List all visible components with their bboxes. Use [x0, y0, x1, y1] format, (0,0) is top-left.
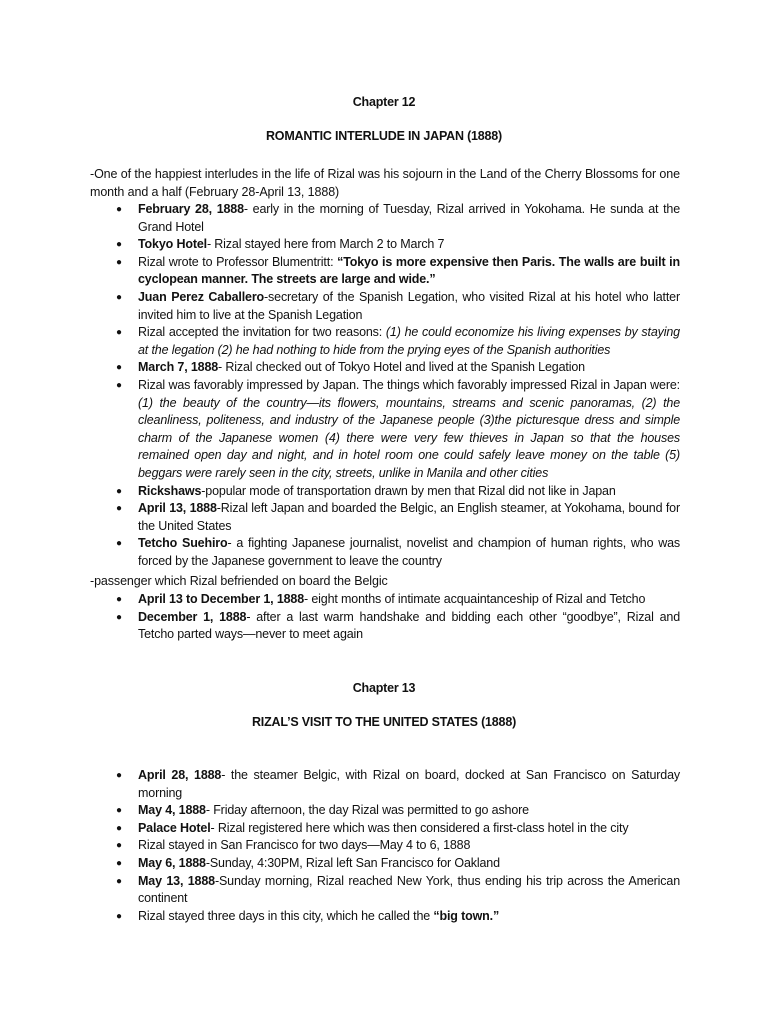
item-text: - Rizal registered here which was then considered a first-class hotel in the city: [210, 820, 629, 835]
item-text: -popular mode of transportation drawn by men that Rizal did not like in Japan: [201, 483, 616, 498]
item-text: - the steamer Belgic, with Rizal on board, docked at San Francisco on Saturday morning: [138, 768, 681, 800]
chapter-12-heading: Chapter 12: [352, 95, 416, 109]
list-item: [90, 535, 680, 570]
item-lead: Palace Hotel: [138, 820, 211, 835]
item-lead: Tokyo Hotel: [138, 237, 207, 252]
list-item: [90, 359, 680, 377]
bullet-icon: ●: [116, 594, 122, 605]
bullet-icon: ●: [116, 327, 122, 339]
item-lead: Tetcho Suehiro: [138, 536, 228, 551]
bullet-icon: ●: [116, 611, 122, 623]
bullet-icon: ●: [116, 770, 122, 781]
chapter-12-intro: -One of the happiest interludes in the life of Rizal was his sojourn in the Land of the Cherry Blossoms for one month and a half (February 28-April 13, 1888): [90, 167, 680, 199]
bullet-icon: ●: [116, 256, 122, 268]
item-text: - Friday afternoon, the day Rizal was permitted to go ashore: [205, 803, 529, 818]
item-text: - eight months of intimate acquaintanceship of Rizal and Tetcho: [304, 592, 646, 606]
chapter-12-title: ROMANTIC INTERLUDE IN JAPAN (1888): [265, 129, 503, 143]
bullet-icon: ●: [116, 379, 122, 391]
item-lead: April 28, 1888: [138, 768, 222, 782]
item-quote: “big town.”: [433, 908, 500, 923]
item-italic-text: (1) the beauty of the country—its flowers, mountains, streams and scenic panoramas, (2) the cleanliness, politeness, and industry of the Japanese people (3)the picturesque dress and simple charm of the Japanese women (4) there were very few thieves in Japan so that the houses remained open day and night, and in hotel room one could safely leave money on the table (5) beggars were rarely seen in the city, streets, unlike in Manila and other cities: [138, 395, 680, 480]
list-item: [90, 254, 680, 289]
bullet-icon: ●: [116, 875, 122, 887]
item-text: -Rizal left Japan and boarded the Belgic, an English steamer, at Yokohama, bound for the United States: [138, 501, 680, 533]
list-item: [90, 483, 680, 501]
list-item: [90, 289, 680, 324]
item-lead: May 6, 1888: [138, 855, 206, 870]
item-text: - after a last warm handshake and bidding each other “goodbye”, Rizal and Tetcho parted ways—never to meet again: [138, 609, 680, 642]
bullet-icon: ●: [116, 362, 122, 374]
chapter-12-list-a: [90, 201, 680, 570]
list-item: [90, 767, 680, 802]
chapter-13-heading: Chapter 13: [352, 681, 416, 695]
list-item: [90, 201, 680, 236]
bullet-icon: ●: [116, 538, 122, 550]
item-lead: April 13, 1888: [138, 501, 217, 516]
bullet-icon: ●: [116, 485, 122, 497]
chapter-13-title: RIZAL’S VISIT TO THE UNITED STATES (1888): [251, 715, 517, 729]
item-text: - early in the morning of Tuesday, Rizal arrived in Yokohama. He sunda at the Grand Hotel: [138, 202, 681, 234]
bullet-icon: ●: [116, 822, 122, 834]
item-lead: December 1, 1888: [138, 609, 247, 624]
list-item: [90, 377, 680, 483]
item-lead: May 4, 1888: [138, 803, 206, 818]
list-item: [90, 908, 680, 926]
passenger-note: -passenger which Rizal befriended on board the Belgic: [90, 574, 388, 588]
item-lead: Rickshaws: [138, 483, 202, 498]
list-item: [90, 324, 680, 359]
item-lead: February 28, 1888: [138, 202, 244, 216]
item-text: -secretary of the Spanish Legation, who visited Rizal at his hotel who latter invited him to live at the Spanish Legation: [138, 289, 680, 322]
list-item: [90, 837, 680, 855]
list-item: [90, 500, 680, 535]
item-text: - Rizal checked out of Tokyo Hotel and lived at the Spanish Legation: [218, 360, 585, 375]
item-text: Rizal stayed three days in this city, which he called the: [138, 908, 434, 923]
list-item: [90, 609, 680, 644]
list-item: [90, 802, 680, 820]
item-lead: March 7, 1888: [138, 360, 219, 375]
item-text: - Rizal stayed here from March 2 to March 7: [206, 237, 445, 252]
list-item: [90, 820, 680, 838]
item-italic-text: (1) he could economize his living expenses by staying at the legation (2) he had nothing to hide from the prying eyes of the Spanish authorities: [138, 325, 680, 357]
item-text: -Sunday morning, Rizal reached New York, thus ending his trip across the American continent: [138, 873, 680, 906]
chapter-13-list: [90, 767, 680, 925]
bullet-icon: ●: [116, 910, 122, 922]
list-item: [90, 873, 680, 908]
list-item: [90, 236, 680, 254]
bullet-icon: ●: [116, 840, 122, 852]
item-text: Rizal was favorably impressed by Japan. The things which favorably impressed Rizal in Japan were:: [138, 377, 680, 392]
item-lead: May 13, 1888: [138, 873, 215, 888]
item-lead: April 13 to December 1, 1888: [138, 592, 305, 606]
item-quote: “Tokyo is more expensive then Paris. The walls are built in cyclopean manner. The streets are large and wide.”: [138, 254, 680, 287]
item-text: Rizal wrote to Professor Blumentritt:: [138, 254, 338, 269]
item-text: Rizal stayed in San Francisco for two days—May 4 to 6, 1888: [138, 838, 471, 853]
bullet-icon: ●: [116, 204, 122, 215]
item-lead: Juan Perez Caballero: [138, 289, 265, 304]
list-item: [90, 591, 680, 609]
bullet-icon: ●: [116, 805, 122, 817]
bullet-icon: ●: [116, 291, 122, 303]
chapter-12-list-b: [90, 591, 680, 644]
bullet-icon: ●: [116, 503, 122, 515]
bullet-icon: ●: [116, 857, 122, 869]
item-text: -Sunday, 4:30PM, Rizal left San Francisco for Oakland: [205, 855, 500, 870]
bullet-icon: ●: [116, 239, 122, 251]
item-text: - a fighting Japanese journalist, novelist and champion of human rights, who was forced by the Japanese government to leave the country: [138, 536, 681, 568]
item-text: Rizal accepted the invitation for two reasons:: [138, 325, 386, 340]
list-item: [90, 855, 680, 873]
